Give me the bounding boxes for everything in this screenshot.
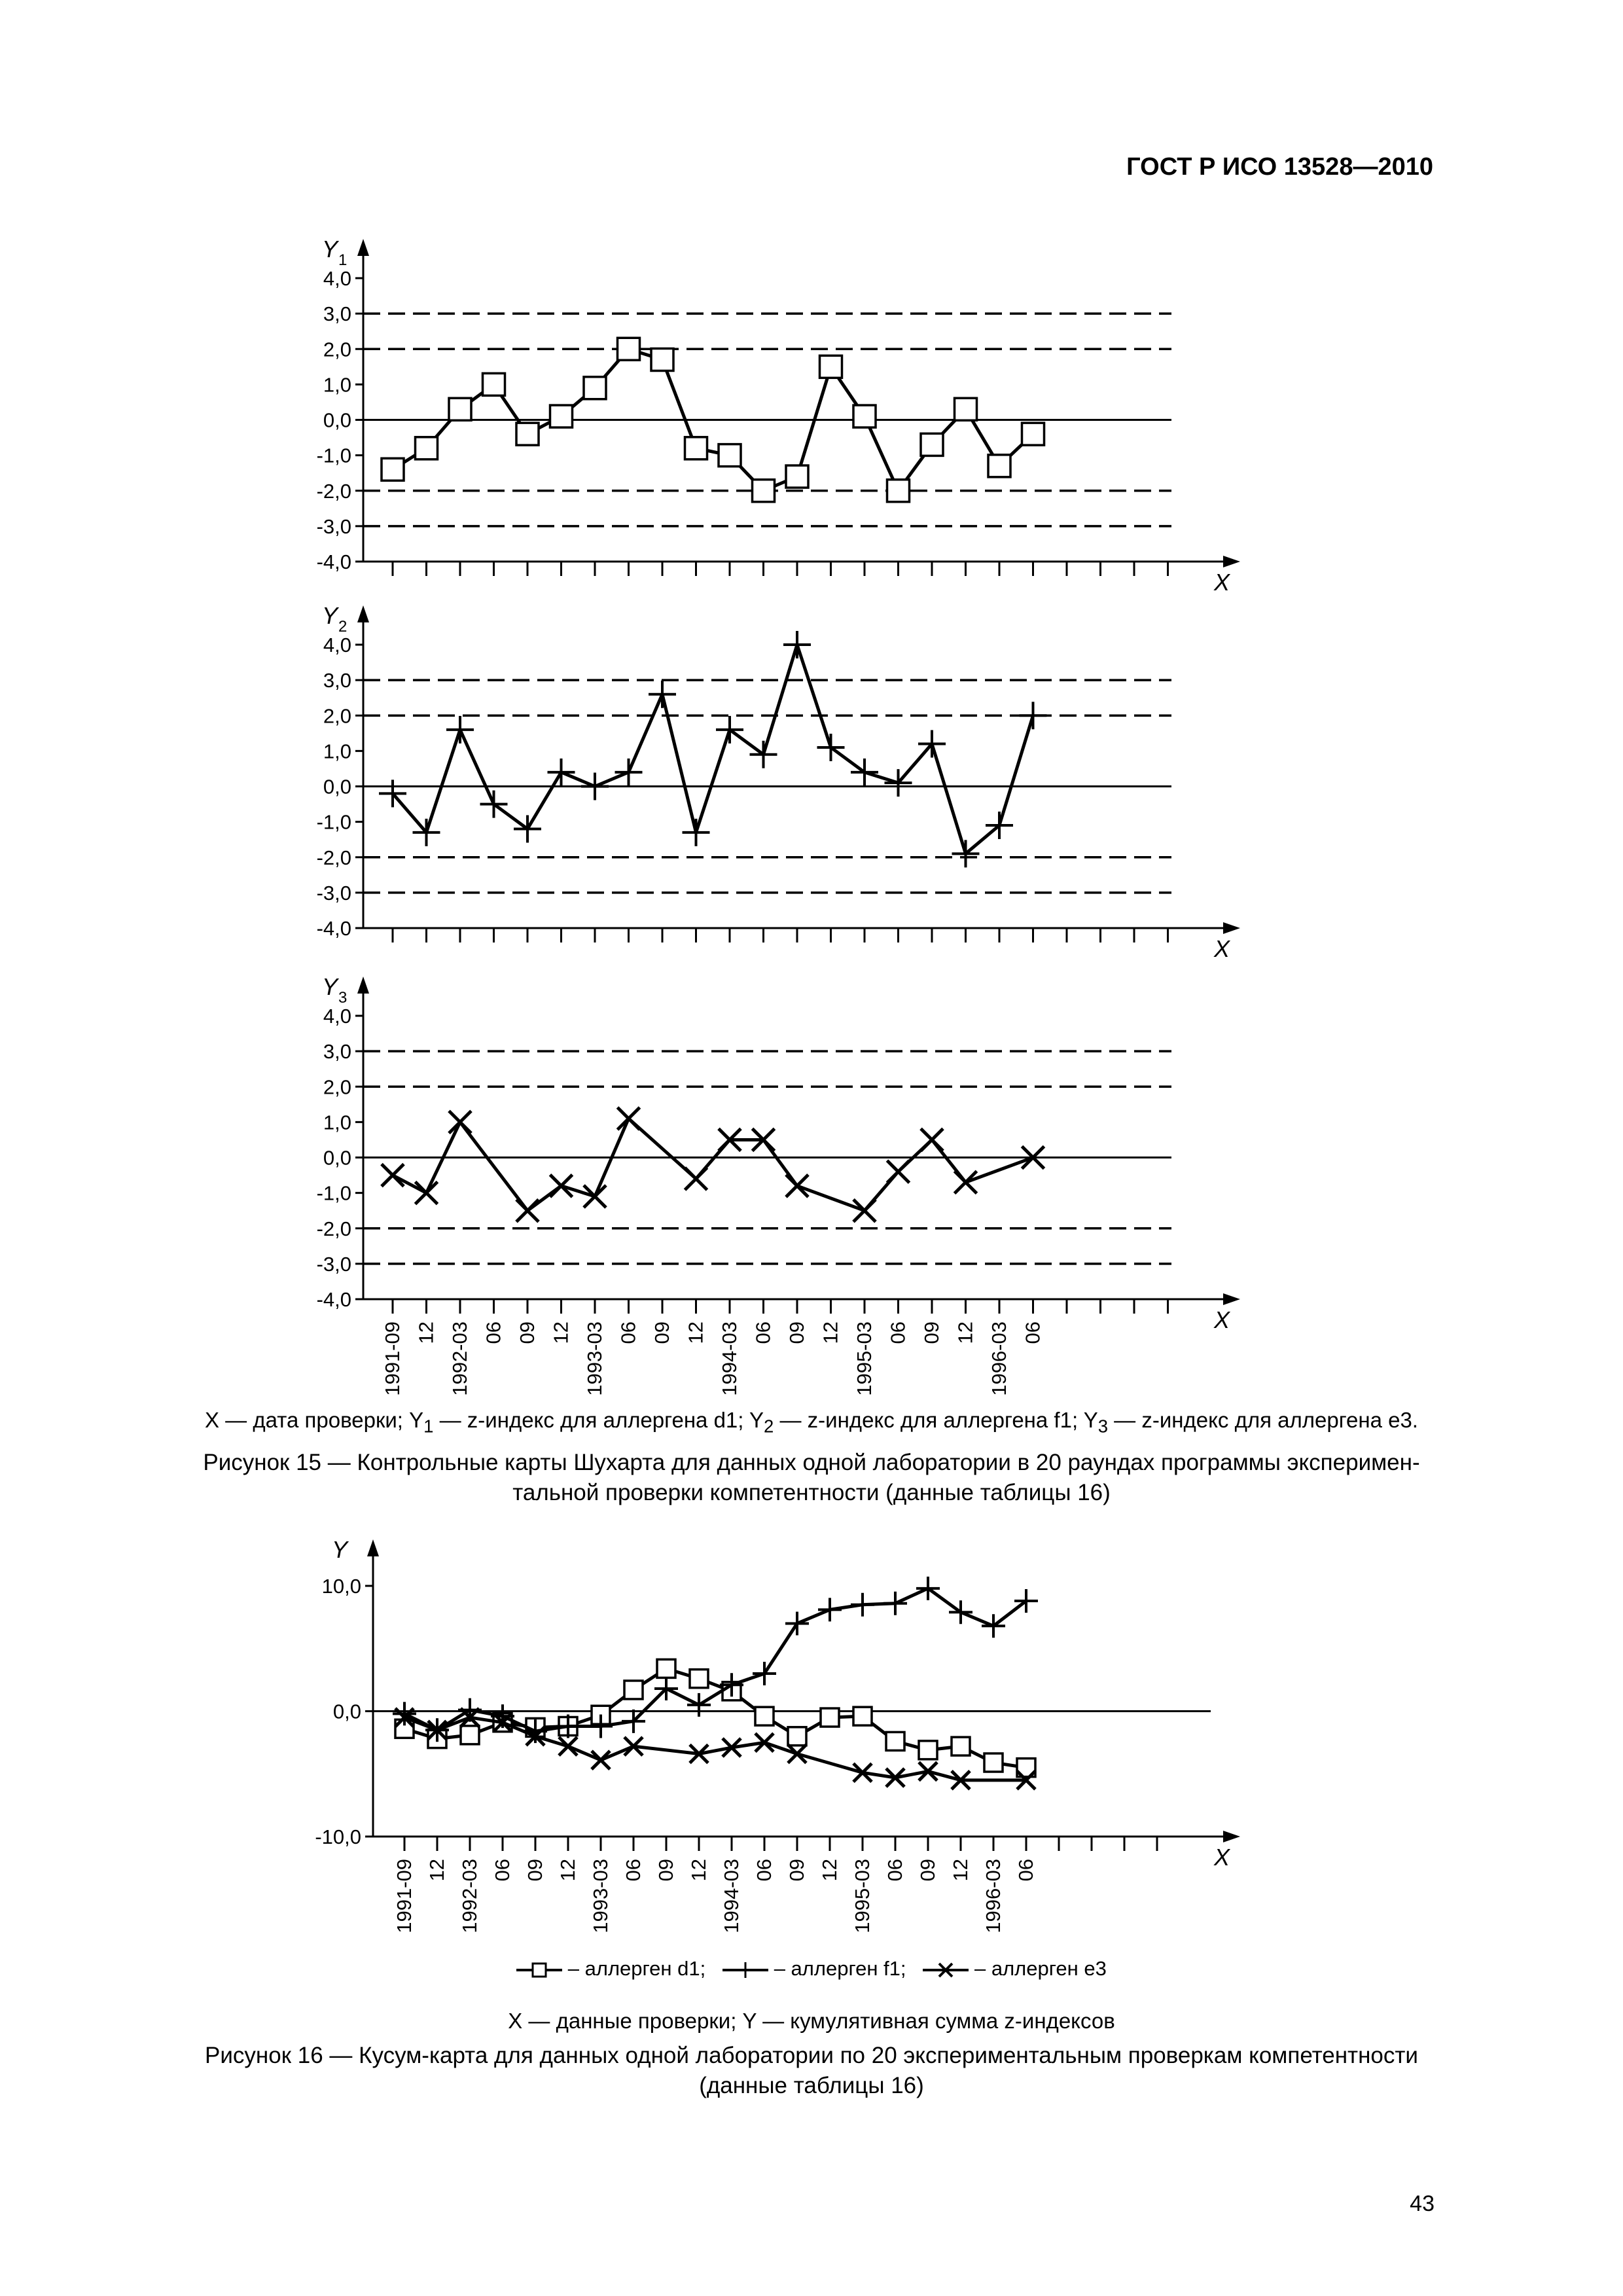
data-point bbox=[788, 1727, 806, 1746]
y-tick-label: -3,0 bbox=[316, 514, 351, 538]
series-shewhart-y3 bbox=[382, 1107, 1044, 1222]
y-tick-label: 1,0 bbox=[323, 1111, 351, 1134]
legend-f1-label: – аллерген f1; bbox=[774, 1957, 906, 1980]
x-tick-label: 1992-03 bbox=[448, 1321, 471, 1396]
data-point bbox=[690, 1670, 708, 1688]
y-tick-label: -3,0 bbox=[316, 881, 351, 905]
legend-d1-label: – аллерген d1; bbox=[567, 1957, 706, 1980]
series-line bbox=[393, 645, 1033, 853]
x-axis-label: X bbox=[1214, 569, 1230, 596]
x-tick-label: 09 bbox=[785, 1859, 808, 1882]
y-tick-label: 3,0 bbox=[323, 1040, 351, 1064]
data-point bbox=[753, 480, 775, 502]
x-axis-label: X bbox=[1214, 1844, 1230, 1871]
fig15-legend-t3: — z-индекс для аллергена e3. bbox=[1108, 1408, 1418, 1432]
x-tick-label: 06 bbox=[753, 1859, 776, 1882]
data-point bbox=[514, 815, 541, 842]
data-point bbox=[783, 631, 811, 658]
data-point bbox=[550, 405, 573, 427]
data-point bbox=[1022, 423, 1044, 445]
series-shewhart-y2 bbox=[379, 631, 1047, 867]
y-axis-arrow bbox=[357, 239, 369, 256]
x-tick-label: 1994-03 bbox=[718, 1321, 741, 1396]
fig16-caption bbox=[0, 2041, 1623, 2101]
y-tick-label: -4,0 bbox=[316, 1288, 351, 1311]
y-tick-label: 0,0 bbox=[332, 1700, 361, 1723]
data-point bbox=[818, 1598, 842, 1621]
x-tick-label: 09 bbox=[651, 1321, 673, 1344]
data-point bbox=[786, 465, 808, 488]
x-tick-label: 06 bbox=[482, 1321, 505, 1344]
data-point bbox=[516, 1200, 539, 1222]
data-point bbox=[716, 716, 743, 744]
y-tick-label: -10,0 bbox=[315, 1825, 361, 1848]
fig16-caption-line1: Рисунок 16 — Кусум-карта для данных одной лаборатории по 20 экспериментальным проверкам компетентности bbox=[205, 2043, 1418, 2068]
y-tick-label: 0,0 bbox=[323, 775, 351, 798]
chart-cusum bbox=[315, 1536, 1240, 1933]
y-tick-label: 10,0 bbox=[321, 1575, 361, 1598]
y-tick-label: 3,0 bbox=[323, 669, 351, 692]
data-point bbox=[853, 1707, 872, 1725]
data-point bbox=[785, 1611, 809, 1635]
y-tick-label: -3,0 bbox=[316, 1252, 351, 1276]
data-point bbox=[687, 1693, 711, 1717]
data-point bbox=[853, 405, 876, 427]
x-tick-label: 06 bbox=[622, 1859, 645, 1882]
series-аллерген-d1 bbox=[395, 1659, 1035, 1776]
y-tick-label: -1,0 bbox=[316, 810, 351, 834]
x-tick-label: 12 bbox=[425, 1859, 448, 1882]
y-tick-label: 4,0 bbox=[323, 1005, 351, 1028]
x-tick-label: 06 bbox=[886, 1321, 910, 1344]
data-point bbox=[685, 437, 707, 459]
y-tick-label: -2,0 bbox=[316, 846, 351, 869]
data-point bbox=[382, 458, 404, 480]
x-tick-label: 06 bbox=[883, 1859, 906, 1882]
data-point bbox=[955, 1171, 977, 1193]
x-tick-label: 12 bbox=[819, 1321, 842, 1344]
data-point bbox=[887, 480, 910, 502]
x-tick-label: 12 bbox=[684, 1321, 707, 1344]
fig16-series-legend bbox=[0, 1957, 1623, 1981]
data-point bbox=[483, 373, 505, 395]
y-axis-label: Y bbox=[322, 602, 338, 629]
y-tick-label: 3,0 bbox=[323, 302, 351, 326]
y-tick-label: 2,0 bbox=[323, 704, 351, 728]
y-tick-label: 2,0 bbox=[323, 338, 351, 361]
x-tick-label: 12 bbox=[556, 1859, 579, 1882]
data-point bbox=[651, 348, 673, 370]
data-point bbox=[461, 1726, 479, 1744]
legend-e3-sample bbox=[923, 1960, 969, 1980]
legend-d1-sample bbox=[516, 1960, 562, 1980]
x-tick-label: 1995-03 bbox=[851, 1859, 874, 1933]
data-point bbox=[851, 1593, 874, 1617]
y-tick-label: 4,0 bbox=[323, 634, 351, 656]
data-point bbox=[449, 1111, 471, 1133]
x-tick-label: 09 bbox=[524, 1859, 546, 1882]
x-tick-label: 06 bbox=[751, 1321, 775, 1344]
x-axis-arrow bbox=[1223, 556, 1240, 567]
data-point bbox=[984, 1753, 1003, 1772]
y-axis-label: Y bbox=[322, 973, 338, 1000]
x-tick-label: 12 bbox=[549, 1321, 573, 1344]
data-point bbox=[755, 1707, 774, 1725]
y-tick-label: -4,0 bbox=[316, 917, 351, 940]
chart-shewhart-y1 bbox=[317, 236, 1240, 596]
chart-shewhart-y3 bbox=[317, 973, 1240, 1396]
data-point bbox=[952, 1737, 970, 1755]
fig15-legend-t1: — z-индекс для аллергена d1; Y bbox=[433, 1408, 764, 1432]
data-point bbox=[624, 1681, 643, 1699]
y-tick-label: 0,0 bbox=[323, 1146, 351, 1170]
x-axis-arrow bbox=[1223, 1831, 1240, 1842]
data-point bbox=[753, 1662, 776, 1685]
data-point bbox=[559, 1737, 577, 1755]
x-axis-label: X bbox=[1214, 1306, 1230, 1333]
y-tick-label: -2,0 bbox=[316, 479, 351, 503]
data-point bbox=[550, 1175, 573, 1197]
y-tick-label: 4,0 bbox=[323, 267, 351, 290]
x-tick-label: 1993-03 bbox=[583, 1321, 606, 1396]
data-point bbox=[416, 1182, 438, 1204]
fig15-legend-t2: — z-индекс для аллергена f1; Y bbox=[774, 1408, 1098, 1432]
x-tick-label: 12 bbox=[954, 1321, 977, 1344]
x-tick-label: 1995-03 bbox=[853, 1321, 876, 1396]
x-tick-label: 09 bbox=[920, 1321, 943, 1344]
data-point bbox=[821, 1708, 839, 1727]
x-tick-label: 12 bbox=[414, 1321, 438, 1344]
data-point bbox=[851, 759, 878, 786]
x-tick-label: 06 bbox=[1014, 1859, 1037, 1882]
y-tick-label: -4,0 bbox=[316, 550, 351, 573]
y-tick-label: -1,0 bbox=[316, 1181, 351, 1205]
document-header: ГОСТ Р ИСО 13528—2010 bbox=[1126, 153, 1433, 181]
y-tick-label: 2,0 bbox=[323, 1075, 351, 1099]
y-axis-label: Y bbox=[332, 1536, 348, 1563]
x-tick-label: 1991-09 bbox=[393, 1859, 416, 1933]
fig15-sub2: 2 bbox=[764, 1416, 774, 1437]
data-point bbox=[921, 433, 943, 456]
data-point bbox=[949, 1600, 972, 1624]
data-point bbox=[988, 455, 1010, 477]
fig16-caption-line2: (данные таблицы 16) bbox=[699, 2073, 924, 2098]
data-point bbox=[592, 1751, 610, 1769]
data-point bbox=[921, 1128, 943, 1151]
x-tick-label: 06 bbox=[1021, 1321, 1044, 1344]
fig15-sub3: 3 bbox=[1097, 1416, 1108, 1437]
y-axis-label-sub: 3 bbox=[338, 989, 348, 1007]
x-tick-label: 1996-03 bbox=[982, 1859, 1005, 1933]
data-point bbox=[615, 759, 643, 786]
y-tick-label: -1,0 bbox=[316, 444, 351, 467]
x-tick-label: 1993-03 bbox=[589, 1859, 612, 1933]
series-line bbox=[404, 1588, 1026, 1731]
fig15-caption bbox=[0, 1448, 1623, 1508]
data-point bbox=[683, 819, 710, 846]
x-tick-label: 09 bbox=[916, 1859, 939, 1882]
data-point bbox=[685, 1168, 707, 1190]
data-point bbox=[584, 377, 606, 399]
x-tick-label: 09 bbox=[516, 1321, 539, 1344]
data-point bbox=[480, 791, 508, 818]
data-point bbox=[516, 423, 539, 445]
data-point bbox=[657, 1659, 675, 1677]
x-axis-arrow bbox=[1223, 922, 1240, 934]
data-point bbox=[750, 741, 777, 768]
y-tick-label: -2,0 bbox=[316, 1217, 351, 1240]
data-point bbox=[618, 1107, 640, 1130]
y-axis-label-sub: 1 bbox=[338, 251, 348, 269]
data-point bbox=[446, 716, 474, 744]
legend-f1-sample bbox=[722, 1960, 768, 1980]
y-axis-arrow bbox=[357, 977, 369, 994]
data-point bbox=[786, 1175, 808, 1197]
fig15-legend-prefix: X — дата проверки; Y bbox=[205, 1408, 424, 1432]
x-tick-label: 06 bbox=[491, 1859, 514, 1882]
y-tick-label: 1,0 bbox=[323, 740, 351, 763]
x-tick-label: 1991-09 bbox=[381, 1321, 404, 1396]
data-point bbox=[581, 773, 609, 800]
data-point bbox=[584, 1185, 606, 1208]
data-point bbox=[955, 398, 977, 420]
data-point bbox=[887, 1160, 910, 1183]
data-point bbox=[1020, 702, 1047, 729]
y-tick-label: 1,0 bbox=[323, 373, 351, 397]
x-tick-label: 1996-03 bbox=[988, 1321, 1010, 1396]
data-point bbox=[719, 444, 741, 467]
chart-shewhart-y2 bbox=[317, 602, 1240, 962]
data-point bbox=[788, 1745, 806, 1763]
fig15-caption-line1: Рисунок 15 — Контрольные карты Шухарта для данных одной лаборатории в 20 раундах программы эксперимен- bbox=[203, 1450, 1420, 1475]
data-point bbox=[886, 1732, 904, 1750]
y-tick-label: 0,0 bbox=[323, 408, 351, 432]
data-point bbox=[820, 355, 842, 378]
series-line bbox=[393, 1119, 1033, 1211]
data-point bbox=[548, 759, 575, 786]
y-axis-label-sub: 2 bbox=[338, 618, 348, 636]
fig15-legend bbox=[0, 1406, 1623, 1441]
data-point bbox=[649, 681, 676, 708]
y-axis-label: Y bbox=[322, 236, 338, 262]
y-axis-arrow bbox=[367, 1539, 379, 1556]
data-point bbox=[919, 1741, 937, 1759]
x-tick-label: 09 bbox=[654, 1859, 677, 1882]
x-tick-label: 12 bbox=[949, 1859, 972, 1882]
data-point bbox=[382, 1164, 404, 1187]
x-tick-label: 1994-03 bbox=[720, 1859, 743, 1933]
x-tick-label: 1992-03 bbox=[458, 1859, 481, 1933]
fig15-sub1: 1 bbox=[423, 1416, 434, 1437]
x-tick-label: 06 bbox=[616, 1321, 640, 1344]
x-axis-arrow bbox=[1223, 1293, 1240, 1305]
fig16-key: X — данные проверки; Y — кумулятивная сумма z-индексов bbox=[508, 2009, 1115, 2033]
y-axis-arrow bbox=[357, 605, 369, 622]
x-tick-label: 09 bbox=[785, 1321, 808, 1344]
data-point bbox=[916, 1577, 940, 1600]
data-point bbox=[416, 437, 438, 459]
data-point bbox=[449, 398, 471, 420]
series-аллерген-f1 bbox=[393, 1577, 1038, 1743]
data-point bbox=[817, 734, 845, 761]
legend-e3-label: – аллерген e3 bbox=[974, 1957, 1107, 1980]
data-point bbox=[853, 1200, 876, 1222]
data-point bbox=[883, 1592, 907, 1615]
fig15-caption-line2: тальной проверки компетентности (данные таблицы 16) bbox=[512, 1480, 1111, 1505]
x-axis-label: X bbox=[1214, 935, 1230, 962]
data-point bbox=[618, 338, 640, 360]
x-tick-label: 12 bbox=[818, 1859, 841, 1882]
x-tick-label: 12 bbox=[687, 1859, 710, 1882]
page-number: 43 bbox=[1410, 2191, 1435, 2216]
